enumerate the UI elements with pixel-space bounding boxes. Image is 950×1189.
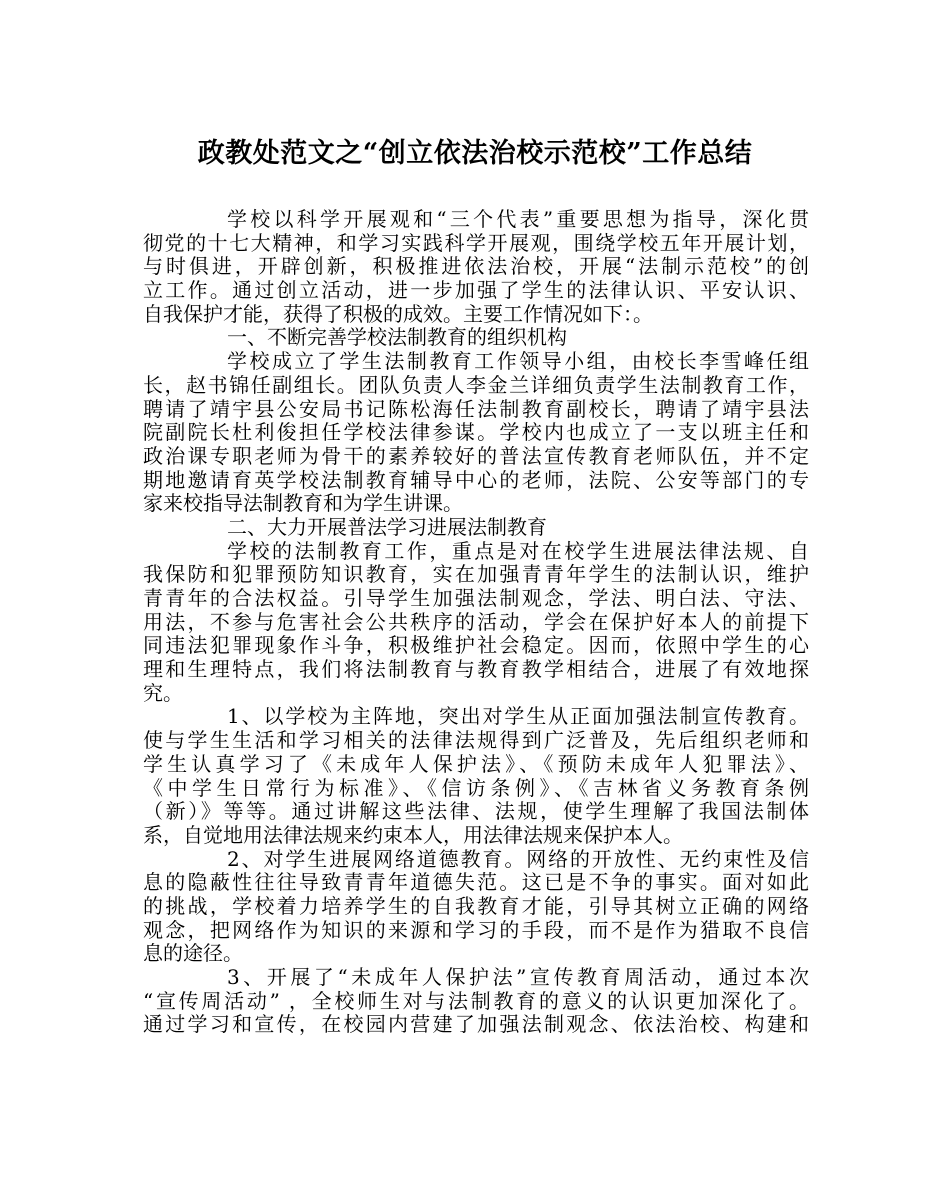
paragraph-line: 自我保护才能，获得了积极的成效。主要工作情况如下：。 xyxy=(143,301,653,326)
document-title: 政教处范文之“创立依法治校示范校”工作总结 xyxy=(197,138,753,169)
paragraph-line: 与时俱进，开辟创新，积极推进依法治校，开展“法制示范校”的创 xyxy=(143,254,809,279)
paragraph-line: 2、对学生进展网络道德教育。网络的开放性、无约束性及信 xyxy=(227,846,809,871)
paragraph-line: 系，自觉地用法律法规来约束本人，用法律法规来保护本人。 xyxy=(143,822,683,847)
paragraph-line: 聘请了靖宇县公安局书记陈松海任法制教育副校长，聘请了靖宇县法 xyxy=(143,396,809,421)
document-body xyxy=(143,208,809,1037)
paragraph-line: “宣传周活动” ，全校师生对与法制教育的意义的认识更加深化了。 xyxy=(143,988,809,1013)
paragraph-line: 3、开展了“未成年人保护法”宣传教育周活动，通过本次 xyxy=(227,965,809,989)
paragraph-line: 期地邀请育英学校法制教育辅导中心的老师，法院、公安等部门的专 xyxy=(143,467,809,492)
paragraph-line: 1、以学校为主阵地，突出对学生从正面加强法制宣传教育。 xyxy=(227,704,809,729)
paragraph-line: 我保防和犯罪预防知识教育，实在加强青青年学生的法制认识，维护 xyxy=(143,562,809,587)
paragraph-line: 用法，不参与危害社会公共秩序的活动，学会在保护好本人的前提下 xyxy=(143,609,809,634)
paragraph-line: 通过学习和宣传，在校园内营建了加强法制观念、依法治校、构建和 xyxy=(143,1012,809,1037)
paragraph-line: 究。 xyxy=(143,680,183,705)
paragraph-line: 息的隐蔽性往往导致青青年道德失范。这已是不争的事实。面对如此 xyxy=(143,870,809,895)
paragraph-line: 彻党的十七大精神，和学习实践科学开展观，围绕学校五年开展计划， xyxy=(143,230,809,255)
paragraph-line: 学校以科学开展观和“三个代表”重要思想为指导，深化贯 xyxy=(227,207,809,231)
paragraph-line: 观念，把网络作为知识的来源和学习的手段，而不是作为猎取不良信 xyxy=(143,917,809,942)
paragraph-line: 青青年的合法权益。引导学生加强法制观念，学法、明白法、守法、 xyxy=(143,586,809,610)
section-heading: 一、不断完善学校法制教育的组织机构 xyxy=(227,325,567,350)
paragraph-line: 院副院长杜利俊担任学校法律参谋。学校内也成立了一支以班主任和 xyxy=(143,420,809,445)
paragraph-line: 政治课专职老师为骨干的素养较好的普法宣传教育老师队伍，并不定 xyxy=(143,443,809,468)
paragraph-line: 家来校指导法制教育和为学生讲课。 xyxy=(143,491,463,516)
paragraph-line: 立工作。通过创立活动，进一步加强了学生的法律认识、平安认识、 xyxy=(143,278,809,303)
paragraph-line: 长，赵书锦任副组长。团队负责人李金兰详细负责学生法制教育工作， xyxy=(143,372,809,397)
paragraph-line: 的挑战，学校着力培养学生的自我教育才能，引导其树立正确的网络 xyxy=(143,893,809,918)
paragraph-line: 息的途径。 xyxy=(143,941,243,966)
paragraph-line: 理和生理特点，我们将法制教育与教育教学相结合，进展了有效地探 xyxy=(143,657,809,682)
paragraph-line: 学校成立了学生法制教育工作领导小组，由校长李雪峰任组 xyxy=(227,349,809,374)
paragraph-line: （新）》等等。通过讲解这些法律、法规，使学生理解了我国法制体 xyxy=(143,799,809,824)
paragraph-line: 使与学生生活和学习相关的法律法规得到广泛普及，先后组织老师和 xyxy=(143,728,809,753)
paragraph-line: 学生认真学习了《未成年人保护法》、《预防未成年人犯罪法》、 xyxy=(143,751,809,776)
section-heading: 二、大力开展普法学习进展法制教育 xyxy=(227,514,547,539)
paragraph-line: 学校的法制教育工作，重点是对在校学生进展法律法规、自 xyxy=(227,538,809,563)
paragraph-line: 同违法犯罪现象作斗争，积极维护社会稳定。因而，依照中学生的心 xyxy=(143,633,809,658)
paragraph-line: 《中学生日常行为标准》、《信访条例》、《吉林省义务教育条例 xyxy=(143,775,809,800)
